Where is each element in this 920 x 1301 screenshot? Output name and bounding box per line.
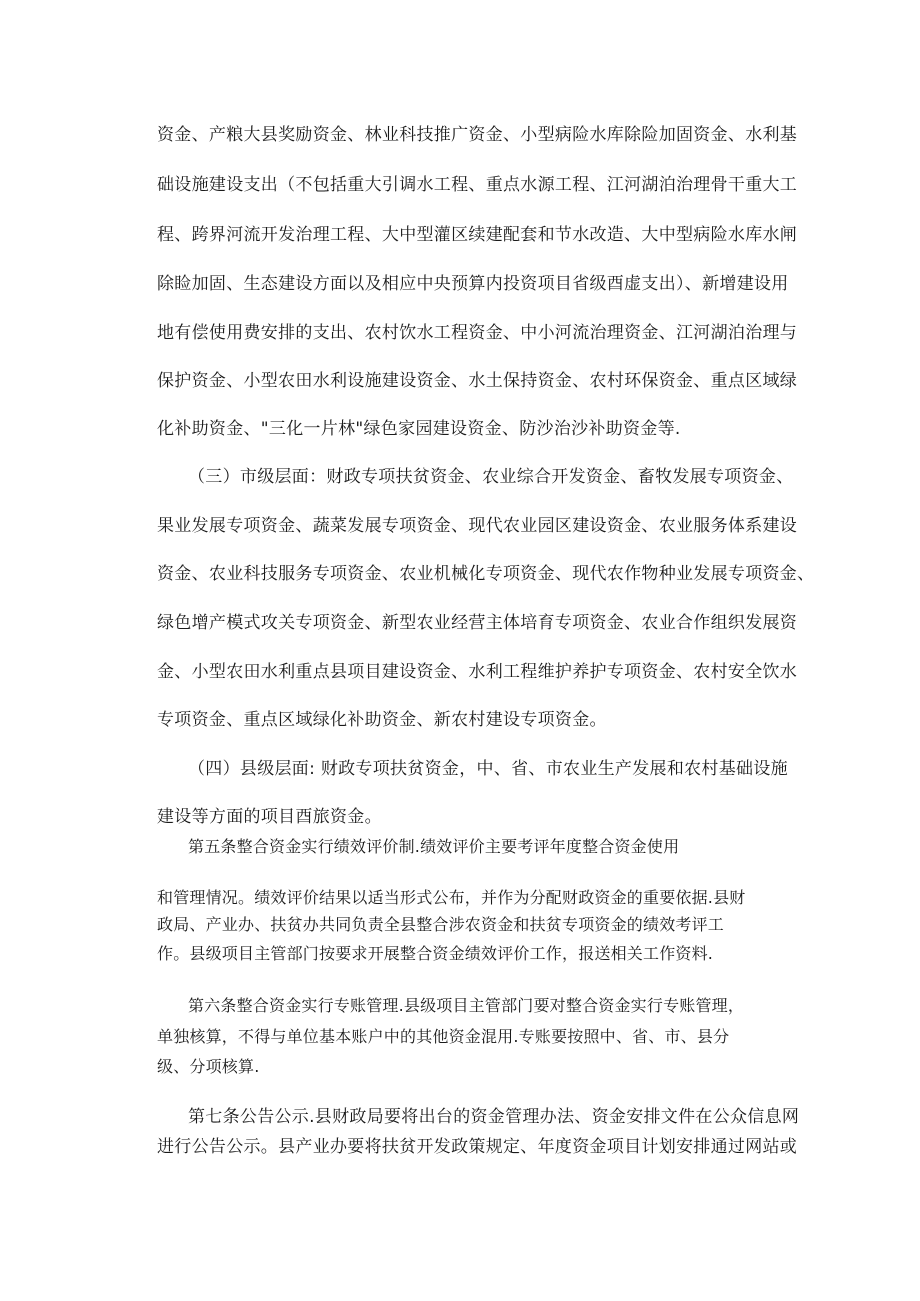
paragraph-line: 第七条公告公示.县财政局要将出台的资金管理办法、资金安排文件在公众信息网	[188, 1107, 800, 1127]
paragraph-line: 第五条整合资金实行绩效评价制.绩效评价主要考评年度整合资金使用	[188, 837, 680, 856]
paragraph-line: （四）县级层面: 财政专项扶贫资金，中、省、市农业生产发展和农村基础设施	[188, 759, 788, 779]
paragraph-line: 进行公告公示。县产业办要将扶贫开发政策规定、年度资金项目计划安排通过网站或	[157, 1137, 798, 1157]
paragraph-line: 程、跨界河流开发治理工程、大中型灌区续建配套和节水改造、大中型病险水库水闸	[157, 225, 798, 245]
paragraph-line: 作。县级项目主管部门按要求开展整合资金绩效评价工作，报送相关工作资料.	[157, 944, 714, 963]
paragraph-line: 级、分项核算.	[157, 1057, 260, 1076]
paragraph-line: 资金、产粮大县奖励资金、林业科技推广资金、小型病险水库除险加固资金、水利基	[157, 125, 798, 145]
paragraph-line: 专项资金、重点区域绿化补助资金、新农村建设专项资金。	[157, 710, 607, 730]
paragraph-line: 化补助资金、"三化一片林"绿色家园建设资金、防沙治沙补助资金等.	[157, 419, 681, 439]
paragraph-line: 金、小型农田水利重点县项目建设资金、水利工程维护养护专项资金、农村安全饮水	[157, 662, 798, 682]
paragraph-line: 单独核算，不得与单位基本账户中的其他资金混用.专账要按照中、省、市、县分	[157, 1027, 730, 1046]
paragraph-line: 和管理情况。绩效评价结果以适当形式公布，并作为分配财政资金的重要依据.县财	[157, 888, 746, 907]
paragraph-line: 政局、产业办、扶贫办共同负责全县整合涉农资金和扶贫专项资金的绩效考评工	[157, 915, 725, 934]
paragraph-line: 保护资金、小型农田水利设施建设资金、水土保持资金、农村环保资金、重点区域绿	[157, 371, 798, 391]
paragraph-line: 绿色增产模式攻关专项资金、新型农业经营主体培育专项资金、农业合作组织发展资	[157, 613, 798, 633]
paragraph-line: 础设施建设支出（不包括重大引调水工程、重点水源工程、江河湖泊治理骨干重大工	[157, 175, 798, 195]
paragraph-line: 果业发展专项资金、蔬菜发展专项资金、现代农业园区建设资金、农业服务体系建设	[157, 516, 798, 536]
paragraph-line: 地有偿使用费安排的支出、农村饮水工程资金、中小河流治理资金、江河湖泊治理与	[157, 323, 798, 343]
paragraph-line: 除睑加固、生态建设方面以及相应中央预算内投资项目省级酉虚支出）、新增建设用	[157, 274, 789, 294]
paragraph-line: 资金、农业科技服务专项资金、农业机械化专项资金、现代农作物种业发展专项资金、	[157, 564, 815, 584]
paragraph-line: 第六条整合资金实行专账管理.县级项目主管部门要对整合资金实行专账管理，	[188, 996, 745, 1015]
paragraph-line: （三）市级层面：财政专项扶贫资金、农业综合开发资金、畜牧发展专项资金、	[188, 467, 794, 487]
paragraph-line: 建设等方面的项目酉旅资金。	[157, 807, 382, 827]
